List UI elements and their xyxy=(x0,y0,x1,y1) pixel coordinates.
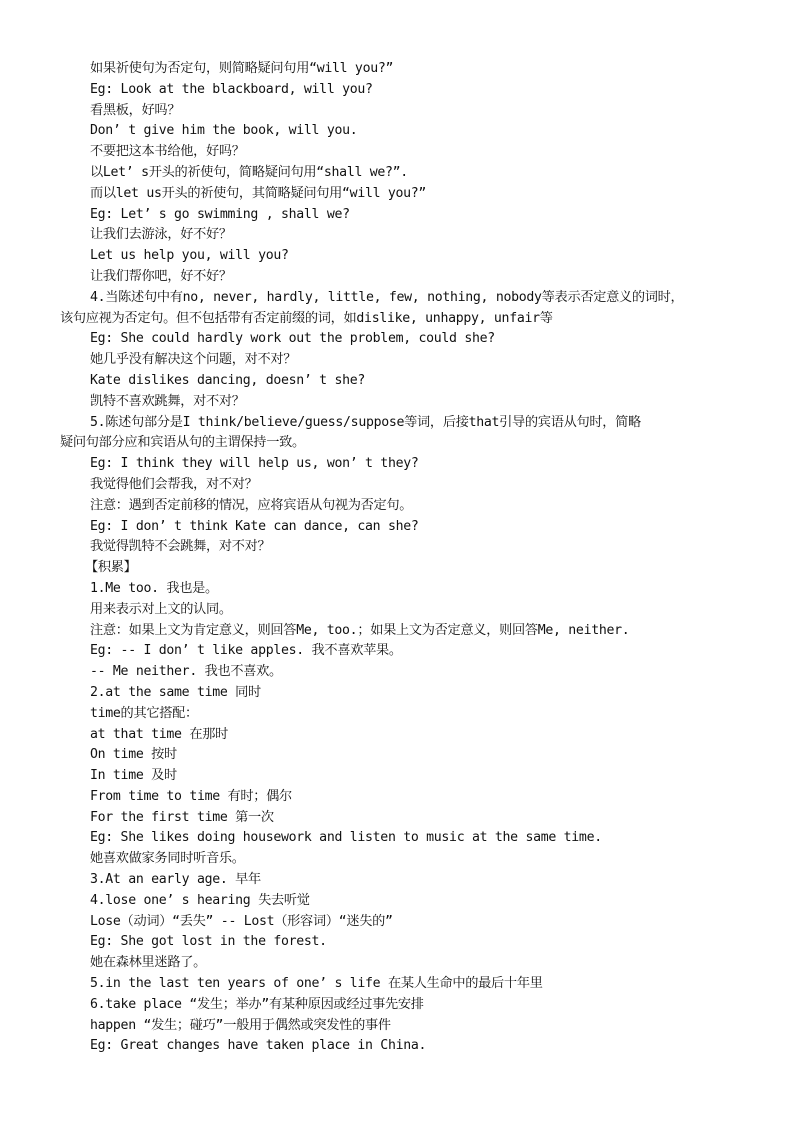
text-line: 而以let us开头的祈使句，其简略疑问句用“will you?” xyxy=(90,185,427,201)
text-line: 我觉得他们会帮我，对不对？ xyxy=(90,476,258,492)
text-line: 我觉得凯特不会跳舞，对不对？ xyxy=(90,539,271,555)
text-line: time的其它搭配： xyxy=(90,705,198,721)
text-line: 让我们去游泳，好不好？ xyxy=(90,227,232,243)
text-line: at that time 在那时 xyxy=(90,726,228,742)
text-line: 她在森林里迷路了。 xyxy=(90,955,206,971)
text-line: 她喜欢做家务同时听音乐。 xyxy=(90,851,245,867)
text-line: 她几乎没有解决这个问题，对不对？ xyxy=(90,352,297,368)
text-line: 5.in the last ten years of one’ s life 在某人生命中的最后十年里 xyxy=(90,976,543,992)
text-line: Eg: Let’ s go swimming , shall we? xyxy=(90,206,350,222)
text-line: 疑问句部分应和宾语从句的主谓保持一致。 xyxy=(60,435,305,451)
section-heading: 【积累】 xyxy=(85,560,137,576)
text-line: 注意：遇到否定前移的情况，应将宾语从句视为否定句。 xyxy=(90,497,413,513)
text-line: 该句应视为否定句。但不包括带有否定前缀的词，如dislike, unhappy, unfair等 xyxy=(60,310,553,326)
text-line: Don’ t give him the book, will you. xyxy=(90,123,358,139)
text-line: 如果祈使句为否定句，则简略疑问句用“will you?” xyxy=(90,61,394,76)
text-line: 不要把这本书给他，好吗？ xyxy=(90,144,245,160)
text-line: 4.当陈述句中有no, never, hardly, little, few, nothing, nobody等表示否定意义的词时， xyxy=(90,289,684,305)
text-line: Eg: I think they will help us, won’ t they? xyxy=(90,456,419,472)
text-line: Let us help you, will you? xyxy=(90,248,289,264)
text-line: Lose（动词）“丢失” -- Lost（形容词）“迷失的” xyxy=(90,913,393,929)
text-line: Eg: Look at the blackboard, will you? xyxy=(90,81,373,97)
text-line: 注意：如果上文为肯定意义，则回答Me, too.；如果上文为否定意义，则回答Me, neither. xyxy=(90,622,630,638)
text-line: 6.take place “发生；举办”有某种原因或经过事先安排 xyxy=(90,996,424,1012)
text-line: 3.At an early age. 早年 xyxy=(90,872,261,888)
text-line: In time 及时 xyxy=(90,768,177,784)
text-line: Eg: She could hardly work out the problem, could she? xyxy=(90,331,495,347)
text-line: For the first time 第一次 xyxy=(90,809,274,825)
text-line: 让我们帮你吧，好不好？ xyxy=(90,268,232,284)
text-line: happen “发生；碰巧”一般用于偶然或突发性的事件 xyxy=(90,1017,391,1033)
text-line: Eg: -- I don’ t like apples. 我不喜欢苹果。 xyxy=(90,643,402,659)
text-line: 2.at the same time 同时 xyxy=(90,684,261,700)
text-line: Eg: I don’ t think Kate can dance, can she? xyxy=(90,518,419,534)
text-line: On time 按时 xyxy=(90,747,177,763)
text-line: Eg: She got lost in the forest. xyxy=(90,934,327,950)
text-line: Eg: Great changes have taken place in China. xyxy=(90,1038,427,1054)
text-line: 看黑板，好吗？ xyxy=(90,102,181,118)
text-line: Kate dislikes dancing, doesn’ t she? xyxy=(90,372,366,388)
text-line: 以Let’ s开头的祈使句，简略疑问句用“shall we?”. xyxy=(90,164,408,180)
text-line: 1.Me too. 我也是。 xyxy=(90,580,218,596)
text-line: 用来表示对上文的认同。 xyxy=(90,601,232,617)
text-line: 5.陈述句部分是I think/believe/guess/suppose等词，后接that引导的宾语从句时，简略 xyxy=(90,414,641,430)
text-line: Eg: She likes doing housework and listen to music at the same time. xyxy=(90,830,602,846)
text-line: -- Me neither. 我也不喜欢。 xyxy=(90,664,282,680)
text-line: 凯特不喜欢跳舞，对不对？ xyxy=(90,393,245,409)
text-line: 4.lose one’ s hearing 失去听觉 xyxy=(90,892,310,908)
text-line: From time to time 有时；偶尔 xyxy=(90,788,292,804)
